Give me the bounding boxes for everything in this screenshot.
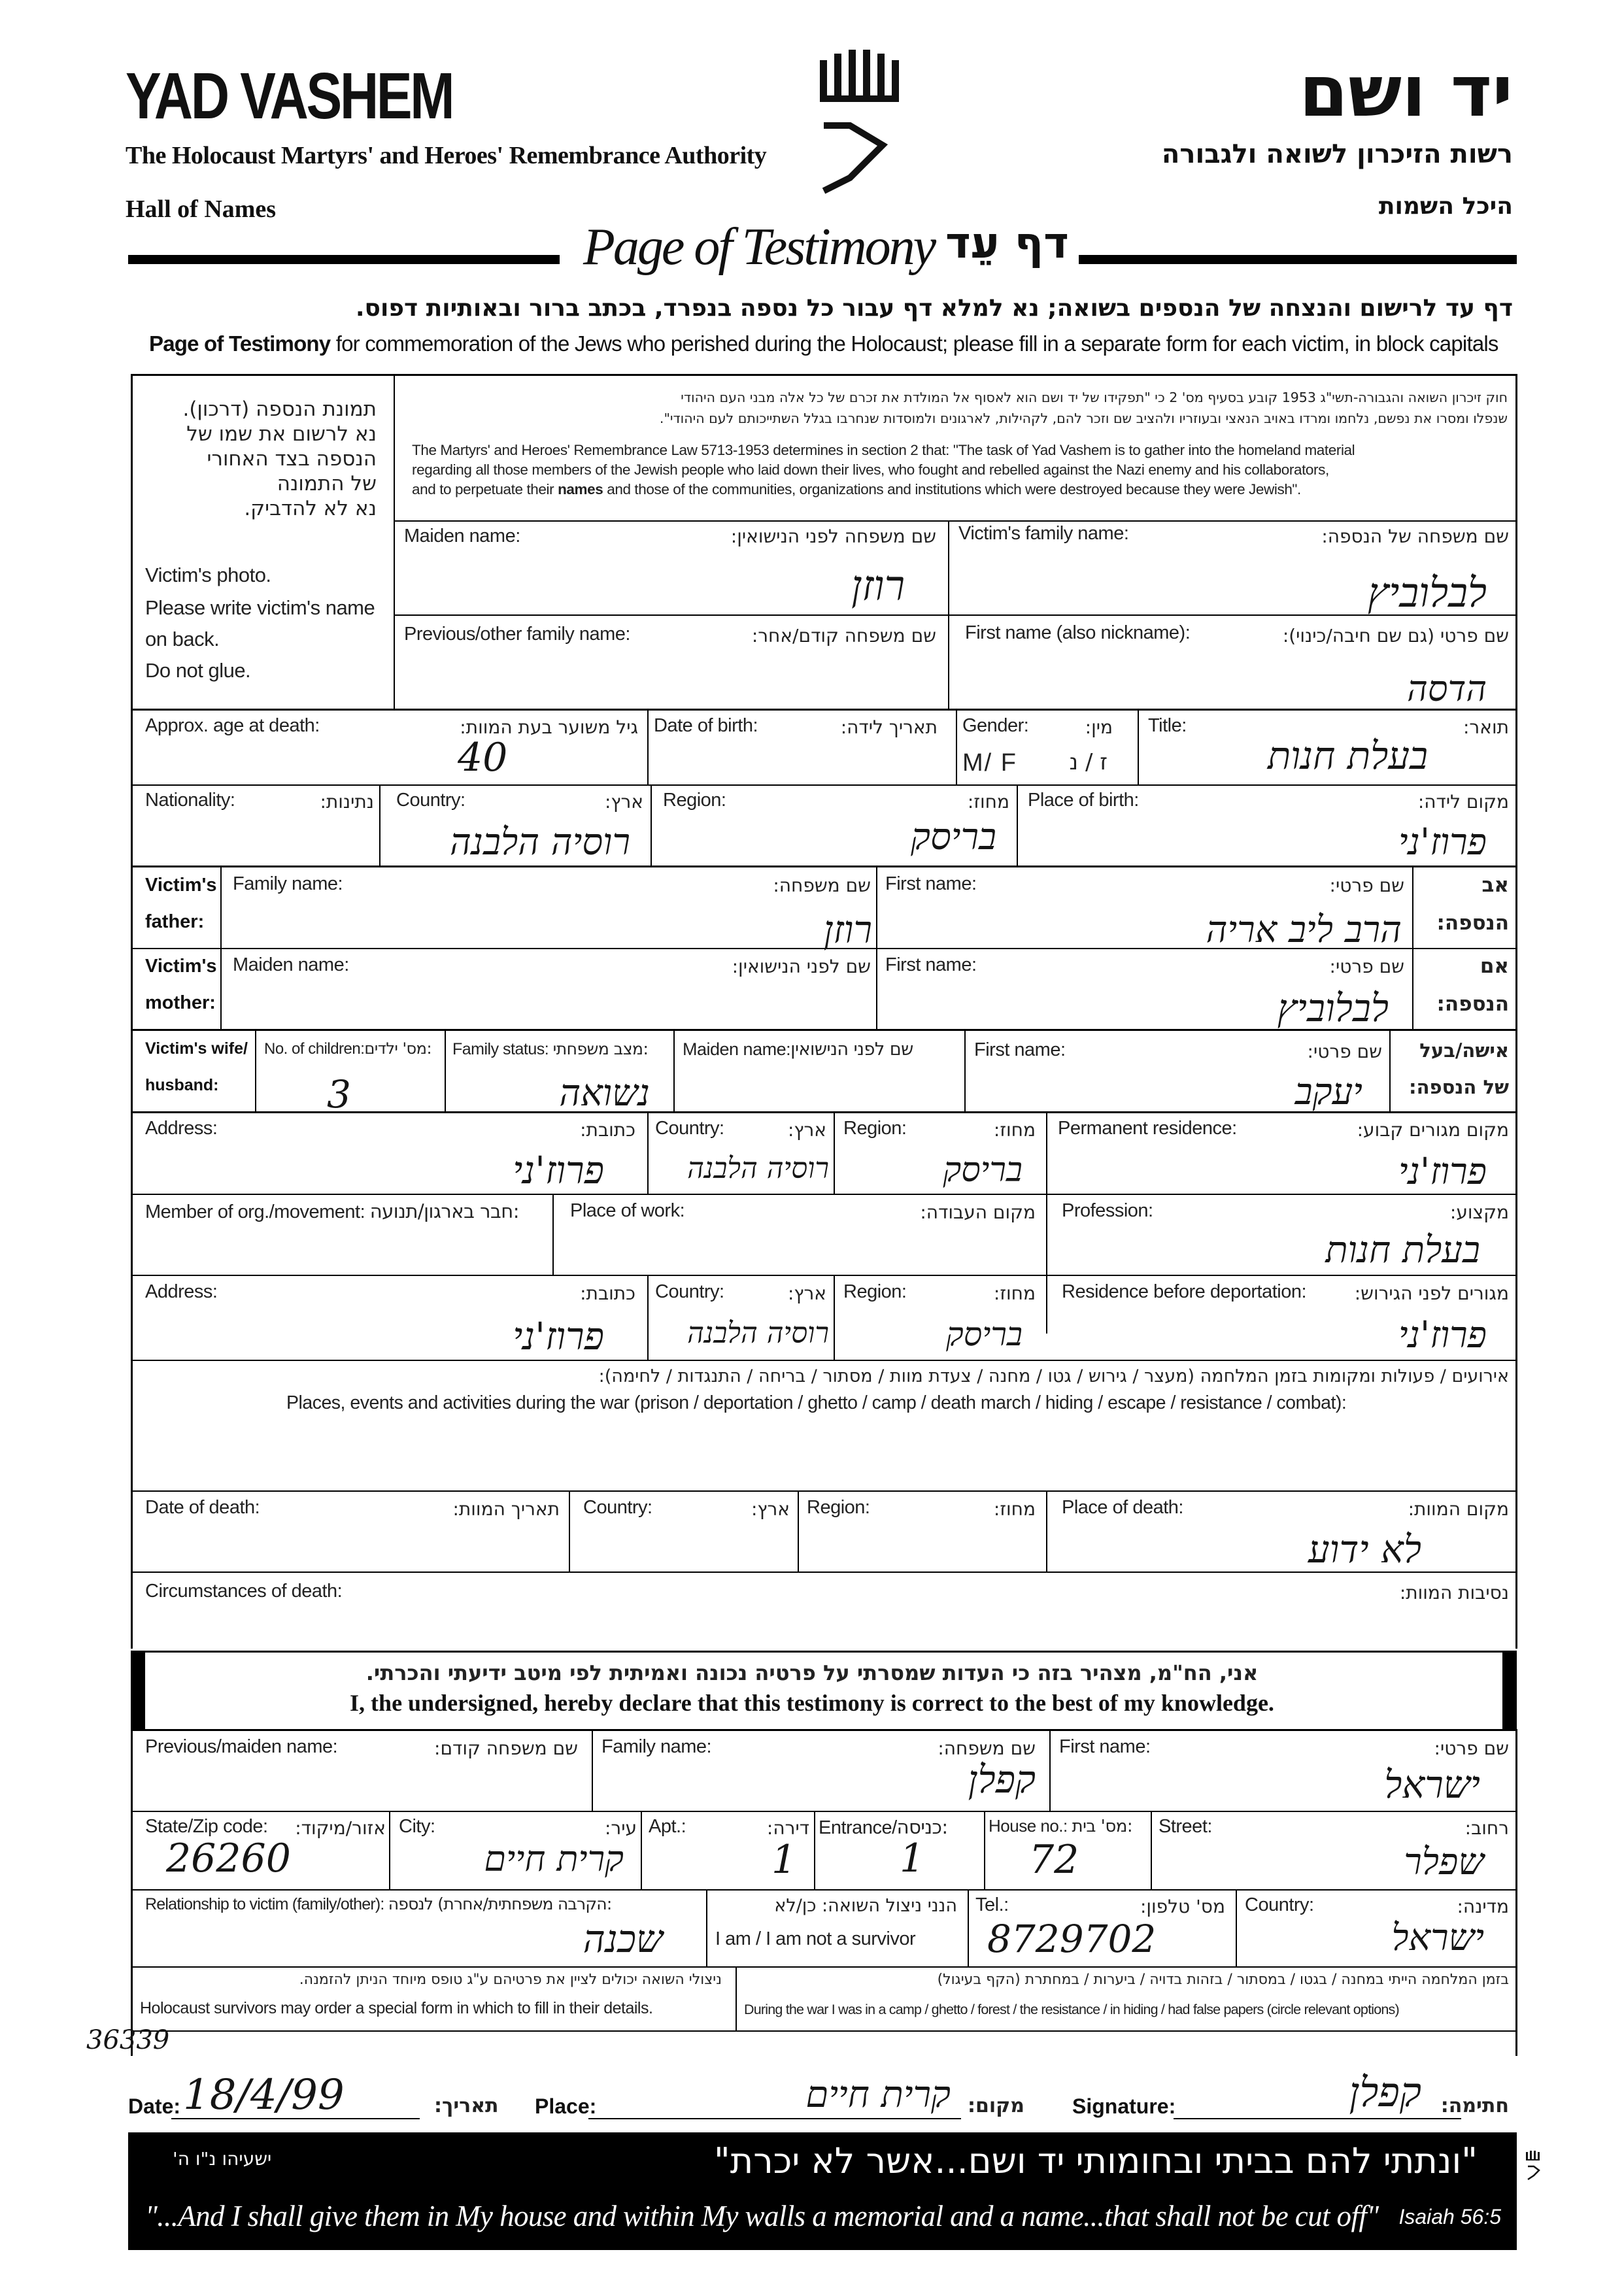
member-label-en: Member of org./movement: [145, 1202, 365, 1222]
title-rule-right [1079, 255, 1517, 264]
mother-first-label: First name: [885, 954, 977, 975]
spouse-label-2: husband: [145, 1076, 219, 1094]
intro-en [149, 332, 1498, 356]
authority-en: The Holocaust Martyrs' and Heroes' Remembrance Authority [126, 142, 767, 169]
spouse-label-he-1: אישה/בעל [1419, 1039, 1509, 1062]
gender-label: Gender: [962, 715, 1029, 736]
address-country-label: Country: [655, 1118, 724, 1139]
prev-name-label-he: שם משפחה קודם/אחר: [751, 625, 936, 647]
age-value[interactable]: 40 [458, 735, 508, 781]
maiden-name-label: Maiden name: [404, 526, 520, 546]
first-name-label-he: שם פרטי (גם שם חיבה/כינוי): [1282, 625, 1509, 647]
father-family-label-he: שם משפחה: [773, 875, 871, 896]
res-before-label-he: מגורים לפני הגירוש: [1354, 1283, 1509, 1304]
place-value[interactable]: קרית חיים [805, 2074, 951, 2116]
family-name-label-he: שם משפחה של הנספה: [1321, 526, 1509, 547]
pod-label-he: מקום המוות: [1408, 1498, 1509, 1520]
tel-label: Tel.: [975, 1894, 1009, 1915]
member-label-he: חבר בארגון/תנועה: [369, 1200, 519, 1222]
family-name-value[interactable]: לבלוביץ [1367, 569, 1487, 616]
mother-maiden-label-he: שם לפני הנישואין: [732, 956, 871, 977]
photo-en-2: Please write victim's name [145, 596, 375, 619]
signature-label: Signature: [1072, 2094, 1176, 2118]
tel-value[interactable]: 8729702 [987, 1917, 1157, 1961]
first-name-value[interactable]: הדסה [1407, 668, 1487, 709]
house-value[interactable]: 72 [1029, 1837, 1079, 1883]
law-he-1: חוק זיכרון השואה והגבורה-תשי"ג 1953 קובע בסעיף מס' 2 כי "תפקידו של יד ושם הוא לאסוף אל המולדת את זכרם של כל אלה מבני העם היהודי [681, 390, 1508, 405]
photo-en-3: on back. [145, 628, 220, 650]
res-before-label: Residence before deportation: [1062, 1281, 1307, 1302]
res-before-value[interactable]: פרוז'ני [1398, 1314, 1487, 1356]
spouse-first-label: First name: [974, 1039, 1066, 1060]
mother-first-value[interactable]: לבלוביץ [1277, 986, 1389, 1030]
entrance-label: Entrance/כניסה: [819, 1816, 948, 1838]
city-value[interactable]: קרית חיים [484, 1838, 624, 1879]
org-name-en: YAD VASHEM [126, 59, 453, 133]
father-family-value[interactable]: רוזן [823, 907, 872, 952]
quote-ref-he: ישעיהו נ"ו ה' [173, 2148, 272, 2170]
dod-label-he: תאריך המוות: [452, 1498, 560, 1520]
pob-label-he: מקום לידה: [1417, 791, 1509, 813]
region-label-he: מחוז: [967, 791, 1009, 813]
address-value[interactable]: פרוז'ני [513, 1148, 604, 1192]
law-he-2: שנפלו ומסרו את נפשם, נלחמו ומרדו באויב הנאצי ובעוזריו ולהציב שם וזכר להם, לקהילות, לארגונים ולמוסדות שנחרבו בגלל השתייכותם לעם היהודי". [659, 411, 1508, 426]
entrance-label-he: כניסה: [896, 1816, 948, 1838]
law-en-1: The Martyrs' and Heroes' Remembrance Law 5713-1953 determines in section 2 that: "The task of Yad Vashem is to gather into the homeland material [412, 442, 1355, 458]
family-status-label [452, 1039, 648, 1059]
victims-mother-label-1: Victim's [145, 956, 217, 977]
gender-label-he: מין: [1085, 716, 1113, 738]
death-country-label: Country: [583, 1497, 652, 1518]
margin-number: 36339 [86, 2025, 170, 2055]
place-label-he: מקום: [968, 2094, 1024, 2117]
family-status-label-he: מצב משפחתי: [552, 1039, 649, 1058]
title-value[interactable]: בעלת חנות [1267, 733, 1428, 778]
address2-region-label-he: מחוז: [993, 1283, 1036, 1304]
sub-first-label-he: שם פרטי: [1434, 1738, 1509, 1759]
prev-maiden-label-he: שם משפחה קודם: [434, 1738, 578, 1759]
survivor-label-he: הנני ניצול השואה: כן/לא [774, 1896, 957, 1916]
address2-value[interactable]: פרוז'ני [513, 1314, 604, 1358]
sub-country-value[interactable]: ישראל [1391, 1917, 1484, 1959]
relation-label-en: Relationship to victim (family/other): [145, 1895, 384, 1913]
family-status-value[interactable]: נשואה [559, 1072, 650, 1115]
country-label-he: ארץ: [604, 791, 643, 813]
perm-res-label-he: מקום מגורים קבוע: [1357, 1119, 1509, 1141]
photo-he-5: נא לא להדביק. [244, 497, 377, 520]
zip-value[interactable]: 26260 [166, 1836, 291, 1881]
children-value[interactable]: 3 [327, 1072, 351, 1117]
circ-label: Circumstances of death: [145, 1581, 343, 1602]
photo-he-3: הנספה בצד האחורי [207, 447, 377, 471]
declaration-he: אני, הח"מ, מצהיר בזה כי העדות שמסרתי על פרטיה נכונה ואמיתית לפי מיטב ידיעתי והכרתי. [365, 1660, 1259, 1685]
hall-he: היכל השמות [1378, 193, 1513, 220]
events-label-he: אירועים / פעולות ומקומות בזמן המלחמה (מעצר / גירוש / גטו / מחנה / צעדת מוות / מסתור / בריחה / התנגדות / לחימה): [598, 1366, 1509, 1387]
law-en-3b: names [558, 481, 603, 497]
address2-country-label-he: ארץ: [787, 1283, 826, 1304]
street-label-he: רחוב: [1464, 1817, 1509, 1839]
maiden-name-label-he: שם משפחה לפני הנישואין: [730, 526, 936, 547]
address-label: Address: [145, 1118, 218, 1139]
address2-region-label: Region: [843, 1281, 907, 1302]
perm-res-value[interactable]: פרוז'ני [1398, 1151, 1487, 1193]
spouse-first-label-he: שם פרטי: [1307, 1041, 1382, 1062]
zip-label: State/Zip code: [145, 1816, 268, 1837]
death-country-label-he: ארץ: [751, 1498, 790, 1520]
law-en-3 [412, 481, 1301, 498]
survivors-he: ניצולי השואה יכולים לציין את פרטיהם ע"ג טופס מיוחד הניתן להזמנה. [299, 1972, 722, 1988]
death-region-label-he: מחוז: [993, 1498, 1036, 1520]
region-value[interactable]: בריסק [910, 816, 996, 858]
pod-value[interactable]: לא ידוע [1308, 1527, 1421, 1572]
zip-label-he: אזור/מיקוד: [295, 1817, 386, 1839]
during-en: During the war I was in a camp / ghetto / forest / the resistance / in hiding / had false papers (circle relevant options) [744, 2002, 1399, 2017]
tel-label-he: מס' טלפון: [1140, 1896, 1225, 1917]
member-label [145, 1200, 519, 1223]
address-region-value[interactable]: בריסק [943, 1151, 1023, 1190]
address-country-value[interactable]: רוסיה הלבנה [687, 1152, 829, 1185]
victims-father-label-2: father: [145, 911, 205, 932]
father-family-label: Family name: [233, 873, 343, 894]
house-label-he: מס' בית: [1072, 1817, 1133, 1836]
father-label-he: אב [1481, 873, 1509, 897]
law-en-3c: and those of the communities, organizations and institutions which were destroyed because they were Jewish". [603, 481, 1301, 497]
house-label [989, 1816, 1132, 1836]
sub-family-value[interactable]: קפלן [968, 1757, 1036, 1802]
hall-en: Hall of Names [126, 195, 277, 223]
victims-mother-label-2: mother: [145, 992, 216, 1013]
events-label-en: Places, events and activities during the war (prison / deportation / ghetto / camp / death march / hiding / escape / resistance / combat): [286, 1392, 1347, 1413]
spouse-maiden-label-en: Maiden name: [683, 1039, 791, 1059]
survivor-label-en[interactable]: I am / I am not a survivor [715, 1928, 916, 1949]
profession-label: Profession: [1062, 1200, 1153, 1221]
victims-father-label-1: Victim's [145, 875, 217, 896]
region-label: Region: [663, 790, 726, 811]
age-label: Approx. age at death: [145, 715, 320, 736]
children-label-he: מס' ילדים: [364, 1039, 432, 1058]
survivors-en: Holocaust survivors may order a special form in which to fill in their details. [140, 1999, 653, 2017]
small-logo-icon [1525, 2151, 1542, 2181]
spouse-maiden-label [683, 1039, 913, 1060]
footer-quote-band [128, 2132, 1517, 2250]
address2-region-value[interactable]: בריסק [946, 1315, 1023, 1353]
mother-label-he: אם [1480, 954, 1509, 978]
gender-options-he[interactable]: ז / נ [1069, 749, 1108, 775]
mother-first-label-he: שם פרטי: [1329, 956, 1404, 977]
quote-ref-en: Isaiah 56:5 [1398, 2205, 1501, 2228]
dob-label: Date of birth: [654, 715, 758, 736]
spouse-label-he-2: של הנספה: [1408, 1076, 1509, 1098]
spouse-label-1: Victim's wife/ [145, 1039, 248, 1058]
address2-label: Address: [145, 1281, 218, 1302]
profession-label-he: מקצוע: [1449, 1202, 1509, 1223]
city-label: City: [399, 1816, 435, 1837]
death-region-label: Region: [807, 1497, 870, 1518]
photo-en-4: Do not glue. [145, 659, 251, 682]
signature-value[interactable]: קפלן [1349, 2068, 1421, 2116]
workplace-label: Place of work: [570, 1200, 685, 1221]
sub-family-label: Family name: [601, 1736, 712, 1757]
street-label: Street: [1159, 1816, 1212, 1837]
sub-family-label-he: שם משפחה: [938, 1738, 1036, 1759]
prev-name-label: Previous/other family name: [404, 624, 630, 645]
dod-label: Date of death: [145, 1497, 260, 1518]
relation-label [145, 1894, 611, 1914]
place-label: Place: [535, 2094, 597, 2118]
address-country-label-he: ארץ: [787, 1119, 826, 1141]
address-region-label: Region: [843, 1118, 907, 1139]
yad-vashem-logo [811, 47, 902, 197]
photo-en-1: Victim's photo. [145, 563, 271, 586]
nationality-label-he: נתינות: [320, 791, 374, 813]
intro-he: דף עד לרישום והנצחה של הנספים בשואה; נא למלא דף עבור כל נספה בנפרד, בכתב ברור ובאותיות דפוס. [355, 295, 1513, 322]
sub-first-value[interactable]: ישראל [1384, 1762, 1480, 1807]
dob-label-he: תאריך לידה: [840, 716, 938, 738]
nationality-label: Nationality: [145, 790, 235, 811]
perm-res-label: Permanent residence: [1058, 1118, 1237, 1139]
pod-label: Place of death: [1062, 1497, 1183, 1518]
address-region-label-he: מחוז: [993, 1119, 1036, 1141]
during-he: בזמן המלחמה הייתי במחנה / בגטו / במסתור / בזהות בדויה / ביערות / במחתרת (הקף בעיגול) [937, 1972, 1509, 1988]
photo-he-4: של התמונה [277, 472, 377, 496]
signature-label-he: חתימה: [1440, 2094, 1509, 2117]
quote-en: "...And I shall give them in My house and within My walls a memorial and a name...that shall not be cut off" [145, 2200, 1379, 2232]
family-name-label: Victim's family name: [958, 523, 1129, 544]
street-value[interactable]: שפלר [1404, 1841, 1484, 1883]
intro-en-bold: Page of Testimony [149, 331, 331, 356]
title-rule-left [128, 255, 560, 264]
father-of-victim-he: הנספה: [1436, 911, 1509, 935]
workplace-label-he: מקום העבודה: [920, 1202, 1036, 1223]
address2-country-label: Country: [655, 1281, 724, 1302]
father-first-label: First name: [885, 873, 977, 894]
entrance-label-en: Entrance [819, 1817, 892, 1838]
gender-options[interactable]: M/ F [962, 749, 1017, 777]
date-value[interactable]: 18/4/99 [183, 2071, 345, 2119]
date-label: Date: [128, 2094, 181, 2118]
authority-he: רשות הזיכרון לשואה ולגבורה [1161, 139, 1513, 169]
spouse-first-value[interactable]: יעקב [1294, 1071, 1362, 1113]
address-label-he: כתובת: [580, 1119, 635, 1141]
title-label: Title: [1148, 715, 1187, 736]
sub-country-label: Country: [1245, 1894, 1314, 1915]
form-title-he: דף עֵד [945, 218, 1069, 268]
declaration-en: I, the undersigned, hereby declare that this testimony is correct to the best of my knowledge. [350, 1690, 1274, 1716]
children-label [264, 1039, 431, 1058]
circ-label-he: נסיבות המוות: [1399, 1582, 1509, 1604]
address2-label-he: כתובת: [580, 1283, 635, 1304]
age-label-he: גיל משוער בעת המוות: [460, 716, 638, 738]
date-label-he: תאריך: [434, 2094, 499, 2117]
pob-label: Place of birth: [1028, 790, 1139, 811]
family-status-label-en: Family status: [452, 1040, 549, 1058]
intro-en-rest: for commemoration of the Jews who perished during the Holocaust; please fill in a separate form for each victim, in block capitals [330, 331, 1498, 356]
father-first-value[interactable]: הרב ליב אריה [1206, 909, 1402, 951]
prev-maiden-label: Previous/maiden name: [145, 1736, 338, 1757]
entrance-value[interactable]: 1 [900, 1836, 925, 1881]
city-label-he: עיר: [604, 1817, 637, 1839]
house-label-en: House no.: [989, 1816, 1068, 1836]
relation-label-he: הקרבה משפחתית/אחרת) לנספה: [388, 1894, 612, 1913]
country-value[interactable]: רוסיה הלבנה [449, 821, 630, 864]
mother-maiden-label: Maiden name: [233, 954, 349, 975]
address2-country-value[interactable]: רוסיה הלבנה [687, 1317, 829, 1350]
country-label: Country: [396, 790, 465, 811]
quote-he: "ונתתי להם בביתי ובחומותי יד ושם...אשר לא יכרת" [713, 2140, 1478, 2181]
apt-value[interactable]: 1 [771, 1837, 797, 1883]
father-first-label-he: שם פרטי: [1329, 875, 1404, 896]
photo-he-2: נא לרשום את שמו של [186, 422, 377, 446]
apt-label: Apt.: [649, 1816, 686, 1837]
title-label-he: תואר: [1463, 716, 1509, 738]
photo-he-1: תמונת הנספה (דרכון). [182, 397, 377, 421]
law-en-3a: and to perpetuate their [412, 481, 558, 497]
children-label-en: No. of children: [264, 1040, 365, 1058]
relation-value[interactable]: שכנה [583, 1917, 663, 1961]
pob-value[interactable]: פרוז'ני [1398, 821, 1487, 864]
maiden-name-value[interactable]: רוזן [851, 562, 905, 611]
mother-of-victim-he: הנספה: [1436, 992, 1509, 1016]
form-title-en: Page of Testimony [583, 218, 935, 276]
spouse-maiden-label-he: שם לפני הנישואין [790, 1039, 913, 1060]
apt-label-he: דירה: [766, 1817, 809, 1839]
first-name-label: First name (also nickname): [965, 622, 1191, 643]
sub-first-label: First name: [1059, 1736, 1151, 1757]
org-name-he: יד ושם [1298, 51, 1513, 133]
profession-value[interactable]: בעלת חנות [1325, 1229, 1480, 1271]
law-en-2: regarding all those members of the Jewish people who laid down their lives, who fought and rebelled against the Nazi enemy and his collaborators, [412, 462, 1329, 478]
sub-country-label-he: מדינה: [1457, 1896, 1509, 1917]
